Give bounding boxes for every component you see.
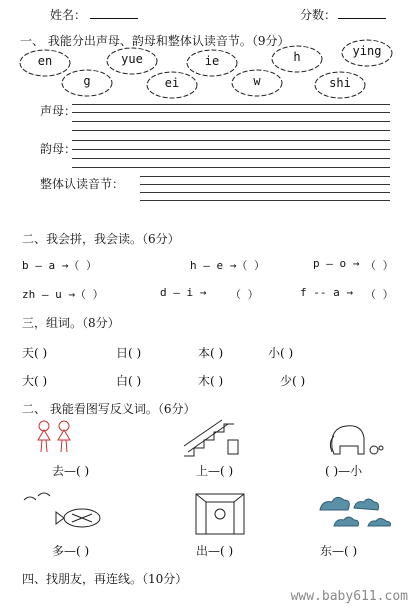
syllable-flower bbox=[313, 70, 367, 100]
antonym-item[interactable]: 上—( ) bbox=[196, 464, 234, 478]
section2-title: 二、我会拼，我会读。（6分） bbox=[22, 232, 180, 246]
word-item[interactable]: 木( ) bbox=[198, 374, 224, 388]
word-item[interactable]: 本( ) bbox=[198, 346, 224, 360]
word-item[interactable]: 小( ) bbox=[268, 346, 294, 360]
word-item[interactable]: 少( ) bbox=[280, 374, 306, 388]
zhengti-label: 整体认读音节： bbox=[40, 177, 125, 191]
syllable-text: h bbox=[293, 50, 301, 64]
syllable-text: ei bbox=[164, 76, 180, 90]
syllable-text: ying bbox=[352, 44, 382, 58]
spell-item: p — o → bbox=[313, 257, 360, 270]
answer-line[interactable] bbox=[72, 167, 390, 168]
antonym-item[interactable]: 去—( ) bbox=[52, 464, 90, 478]
two-girls-picture bbox=[32, 418, 76, 458]
syllable-text: shi bbox=[329, 76, 351, 90]
section1-title: 一、 我能分出声母、韵母和整体认读音节。（9分） bbox=[20, 34, 290, 48]
name-blank[interactable] bbox=[90, 18, 138, 19]
answer-line[interactable] bbox=[72, 130, 390, 131]
watermark: www.baby611.com bbox=[290, 589, 408, 604]
syllable-text: g bbox=[83, 74, 91, 88]
birds-and-fish-picture bbox=[20, 490, 110, 532]
section5-title: 四、找朋友，再连线。（10分） bbox=[22, 572, 188, 586]
spell-item: zh — u →（ ） bbox=[22, 288, 104, 301]
section3-title: 三，组词。（8分） bbox=[22, 316, 120, 330]
stairs-picture bbox=[182, 416, 242, 460]
syllable-flower bbox=[145, 70, 199, 100]
syllable-flower bbox=[230, 68, 284, 98]
spell-item: d — i → bbox=[160, 286, 207, 299]
syllable-text: en bbox=[37, 54, 53, 68]
score-label: 分数： bbox=[300, 8, 337, 22]
word-item[interactable]: 大( ) bbox=[22, 374, 48, 388]
antonym-item[interactable]: 出—( ) bbox=[196, 544, 234, 558]
answer-line[interactable] bbox=[140, 200, 390, 201]
word-item[interactable]: 天( ) bbox=[22, 346, 48, 360]
answer-line[interactable] bbox=[140, 184, 390, 185]
answer-line[interactable] bbox=[140, 176, 390, 177]
spell-blank[interactable]: （ ） bbox=[365, 288, 394, 301]
clouds-picture bbox=[314, 490, 394, 532]
antonym-item[interactable]: 多—( ) bbox=[52, 544, 90, 558]
answer-line[interactable] bbox=[140, 192, 390, 193]
section4-title: 二、 我能看图写反义词。（6分） bbox=[22, 402, 196, 416]
spell-item: f -- a → bbox=[300, 286, 353, 299]
spell-item: h — e →（ ） bbox=[190, 259, 265, 272]
spell-blank[interactable]: （ ） bbox=[230, 288, 259, 301]
syllable-flower bbox=[340, 38, 394, 68]
word-item[interactable]: 日( ) bbox=[116, 346, 142, 360]
answer-line[interactable] bbox=[72, 112, 390, 113]
answer-line[interactable] bbox=[72, 140, 390, 141]
answer-line[interactable] bbox=[72, 104, 390, 105]
antonym-item[interactable]: 东—( ) bbox=[320, 544, 358, 558]
answer-line[interactable] bbox=[72, 149, 390, 150]
word-item[interactable]: 白( ) bbox=[116, 374, 142, 388]
syllable-flower bbox=[60, 68, 114, 98]
elephant-picture bbox=[326, 418, 386, 460]
syllable-text: yue bbox=[121, 52, 143, 66]
syllable-text: w bbox=[253, 74, 261, 88]
doorway-picture bbox=[192, 488, 248, 536]
answer-line[interactable] bbox=[72, 121, 390, 122]
yunmu-label: 韵母： bbox=[40, 142, 77, 156]
name-label: 姓名： bbox=[50, 8, 87, 22]
spell-item: b — a →（ ） bbox=[22, 259, 97, 272]
syllable-text: ie bbox=[204, 54, 220, 68]
score-blank[interactable] bbox=[338, 18, 386, 19]
answer-line[interactable] bbox=[72, 158, 390, 159]
shengmu-label: 声母： bbox=[40, 104, 77, 118]
spell-blank[interactable]: （ ） bbox=[365, 259, 394, 272]
antonym-item[interactable]: ( )—小 bbox=[325, 464, 363, 478]
